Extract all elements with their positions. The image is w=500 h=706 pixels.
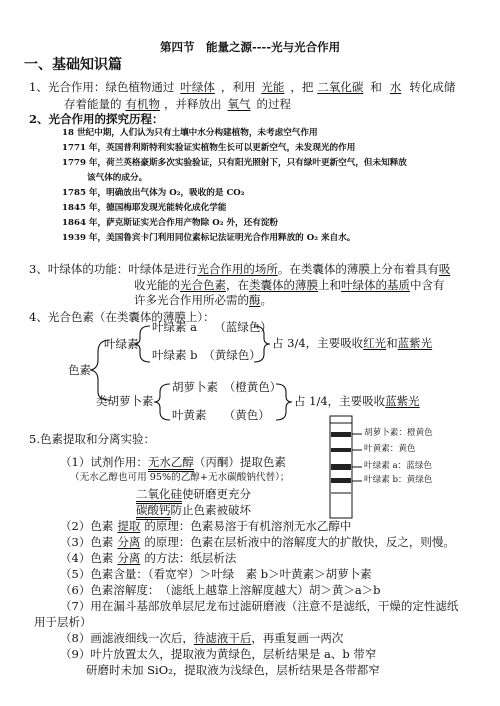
experiment-heading: 5.色素提取和分离实验： [29,432,155,446]
text-segment: 存着能量的 [64,97,122,111]
text-segment: 收光能的 [134,278,180,292]
section-heading: 一、基础知识篇 [24,57,122,73]
text-segment: ，把 [290,80,314,94]
experiment-item-4 [60,551,236,565]
text-segment: 占 1/4，主要吸收 [294,394,386,408]
xanthophyll-label: 叶黄素 （黄色） [172,408,270,422]
history-item: 1939 年，美国鲁宾卡门利用同位素标记法证明光合作用释放的 O₂ 来自水。 [62,233,356,243]
history-heading: 2、光合作用的探究历程： [29,112,164,126]
experiment-item-3 [60,535,455,549]
strip-label-carotene: 胡萝卜素：橙黄色 [364,428,433,438]
text-segment: 光合色素 [180,278,226,292]
text-segment: 占 3/4，主要吸收 [272,336,364,350]
text-segment: （丙酮）提取色素 [193,455,286,469]
experiment-item-1 [60,455,286,469]
experiment-item-7: （7）用在漏斗基部放单层尼龙布过滤研磨液（注意不是滤纸，干燥的定性滤纸 [60,599,459,613]
pigments-heading: 4、光合色素（在类囊体的薄膜上）： [29,310,215,324]
text-segment: 许多光合作用所必需的 [134,293,249,307]
text-segment: 水 [389,80,402,94]
text-segment: 。 [260,293,272,307]
page-title: 第四节 能量之源----光与光合作用 [160,40,341,54]
experiment-item-2 [60,519,351,533]
text-segment: ，利用 [220,80,256,94]
experiment-item-1-note: （无水乙醇也可用 95%的乙醇+无水碳酸钠代替）； [70,472,290,483]
experiment-item-8 [60,631,343,645]
text-segment: 中含有 [410,278,445,292]
text-segment: 氧气 [227,97,251,111]
text-segment: 防止色素被破坏 [170,503,251,517]
history-item: 1785 年，明确放出气体为 O₂，吸收的是 CO₂ [62,188,245,198]
history-item: 1864 年，萨克斯证实光合作用产物除 O₂ 外，还有淀粉 [62,218,279,228]
experiment-item-9-cont: 研磨时未加 SiO₂，提取液为浅绿色，层析结果是各带都窄 [86,663,380,677]
strip-label-xanthophyll: 叶黄素：黄色 [364,444,416,454]
text-segment: 分离 [117,551,141,565]
text-segment: 提取 [117,519,141,533]
text-segment: 和 [370,80,382,94]
text-segment: 蓝紫光 [385,394,420,408]
text-segment: 的原理：色素在层析液中的溶解度大的扩散快，反之，则慢。 [144,535,455,549]
text-segment: 光合作用的场所 [197,262,278,276]
history-item: 1771 年，英国普利斯特利实验证实植物生长可以更新空气，未发现光的作用 [62,143,356,153]
text-segment: 3、叶绿体的功能：叶绿体是进行 [29,262,198,276]
text-segment: 转化成储 [409,80,456,94]
text-segment: 碳酸钙 [136,503,171,520]
carotene-label: 胡萝卜素 （橙黄色） [172,380,282,394]
experiment-item-1-silica [136,487,251,501]
history-item: 1845 年，德国梅耶发现光能转化成化学能 [62,203,227,213]
text-segment: 二氧化碳 [317,80,364,94]
text-segment: ，在 [226,278,249,292]
strip-label-chlorophyll-a: 叶绿素 a：蓝绿色 [364,461,433,471]
text-segment: 吸 [438,262,451,276]
text-segment: 使研磨更充分 [182,487,251,501]
text-segment: （1）试剂作用： [60,455,148,469]
experiment-item-7-cont: 用于层析） [34,615,92,629]
text-segment: 类囊体的薄膜 [249,278,318,292]
text-segment: 酶 [249,293,261,307]
text-segment: 的方法：纸层析法 [144,551,237,565]
text-segment: 有机物 [125,97,160,111]
strip-label-chlorophyll-b: 叶绿素 b：黄绿色 [364,475,433,485]
text-segment: 1、光合作用：绿色植物通过 [29,80,175,94]
text-segment: 叶绿体的基质 [341,278,410,292]
text-segment: 分离 [117,535,141,549]
text-segment: （8）画滤液细线一次后， [60,631,194,645]
text-segment: 二氧化硅 [136,487,182,504]
text-segment: ，并释放出 [164,97,222,111]
history-item: 该气体的成分。 [87,173,148,183]
text-segment: 和 [386,336,398,350]
text-segment: 红光 [363,336,387,350]
experiment-item-9: （9）叶片放置太久，提取液为黄绿色，层析结果是 a、b 带窄 [60,647,377,661]
text-segment: ，再重复画一两次 [251,631,344,645]
history-item: 1779 年，荷兰英格豪斯多次实验验证，只有阳光照射下，只有绿叶更新空气，但未知释放 [62,158,407,168]
carotenoid-label: 类胡萝卜素 [96,394,154,408]
text-segment: 无水乙醇 [148,455,194,472]
chlorophyll-b-label: 叶绿素 b （黄绿色） [152,348,261,362]
chlorophyll-label: 叶绿素 [104,337,139,351]
text-segment: 待滤液干后 [193,631,252,645]
chlorophyll-a-label: 叶绿素 a （蓝绿色） [152,320,272,334]
text-segment: （2）色素 [60,519,114,533]
text-segment: （4）色素 [60,551,114,565]
experiment-item-6: （6）色素溶解度： （滤纸上越靠上溶解度越大）胡＞黄＞a＞b [60,583,381,597]
text-segment: 上和 [318,278,341,292]
text-segment: 光能 [261,80,285,94]
history-item: 18 世纪中期，人们认为只有土壤中水分构建植物，未考虑空气作用 [62,128,318,138]
text-segment: 的原理：色素易溶于有机溶剂无水乙醇中 [144,519,352,533]
text-segment: 叶绿体 [180,80,215,94]
text-segment: 。在类囊体的薄膜上分布着具有 [277,262,439,276]
pigment-root-label: 色素 [68,363,91,377]
experiment-item-5: （5）色素含量：（看宽窄）＞叶绿 素 b＞叶黄素＞胡萝卜素 [60,567,372,581]
text-segment: 蓝紫光 [397,336,433,350]
text-segment: 的过程 [256,97,291,111]
text-segment: （3）色素 [60,535,114,549]
experiment-item-1-calcium [136,503,251,517]
